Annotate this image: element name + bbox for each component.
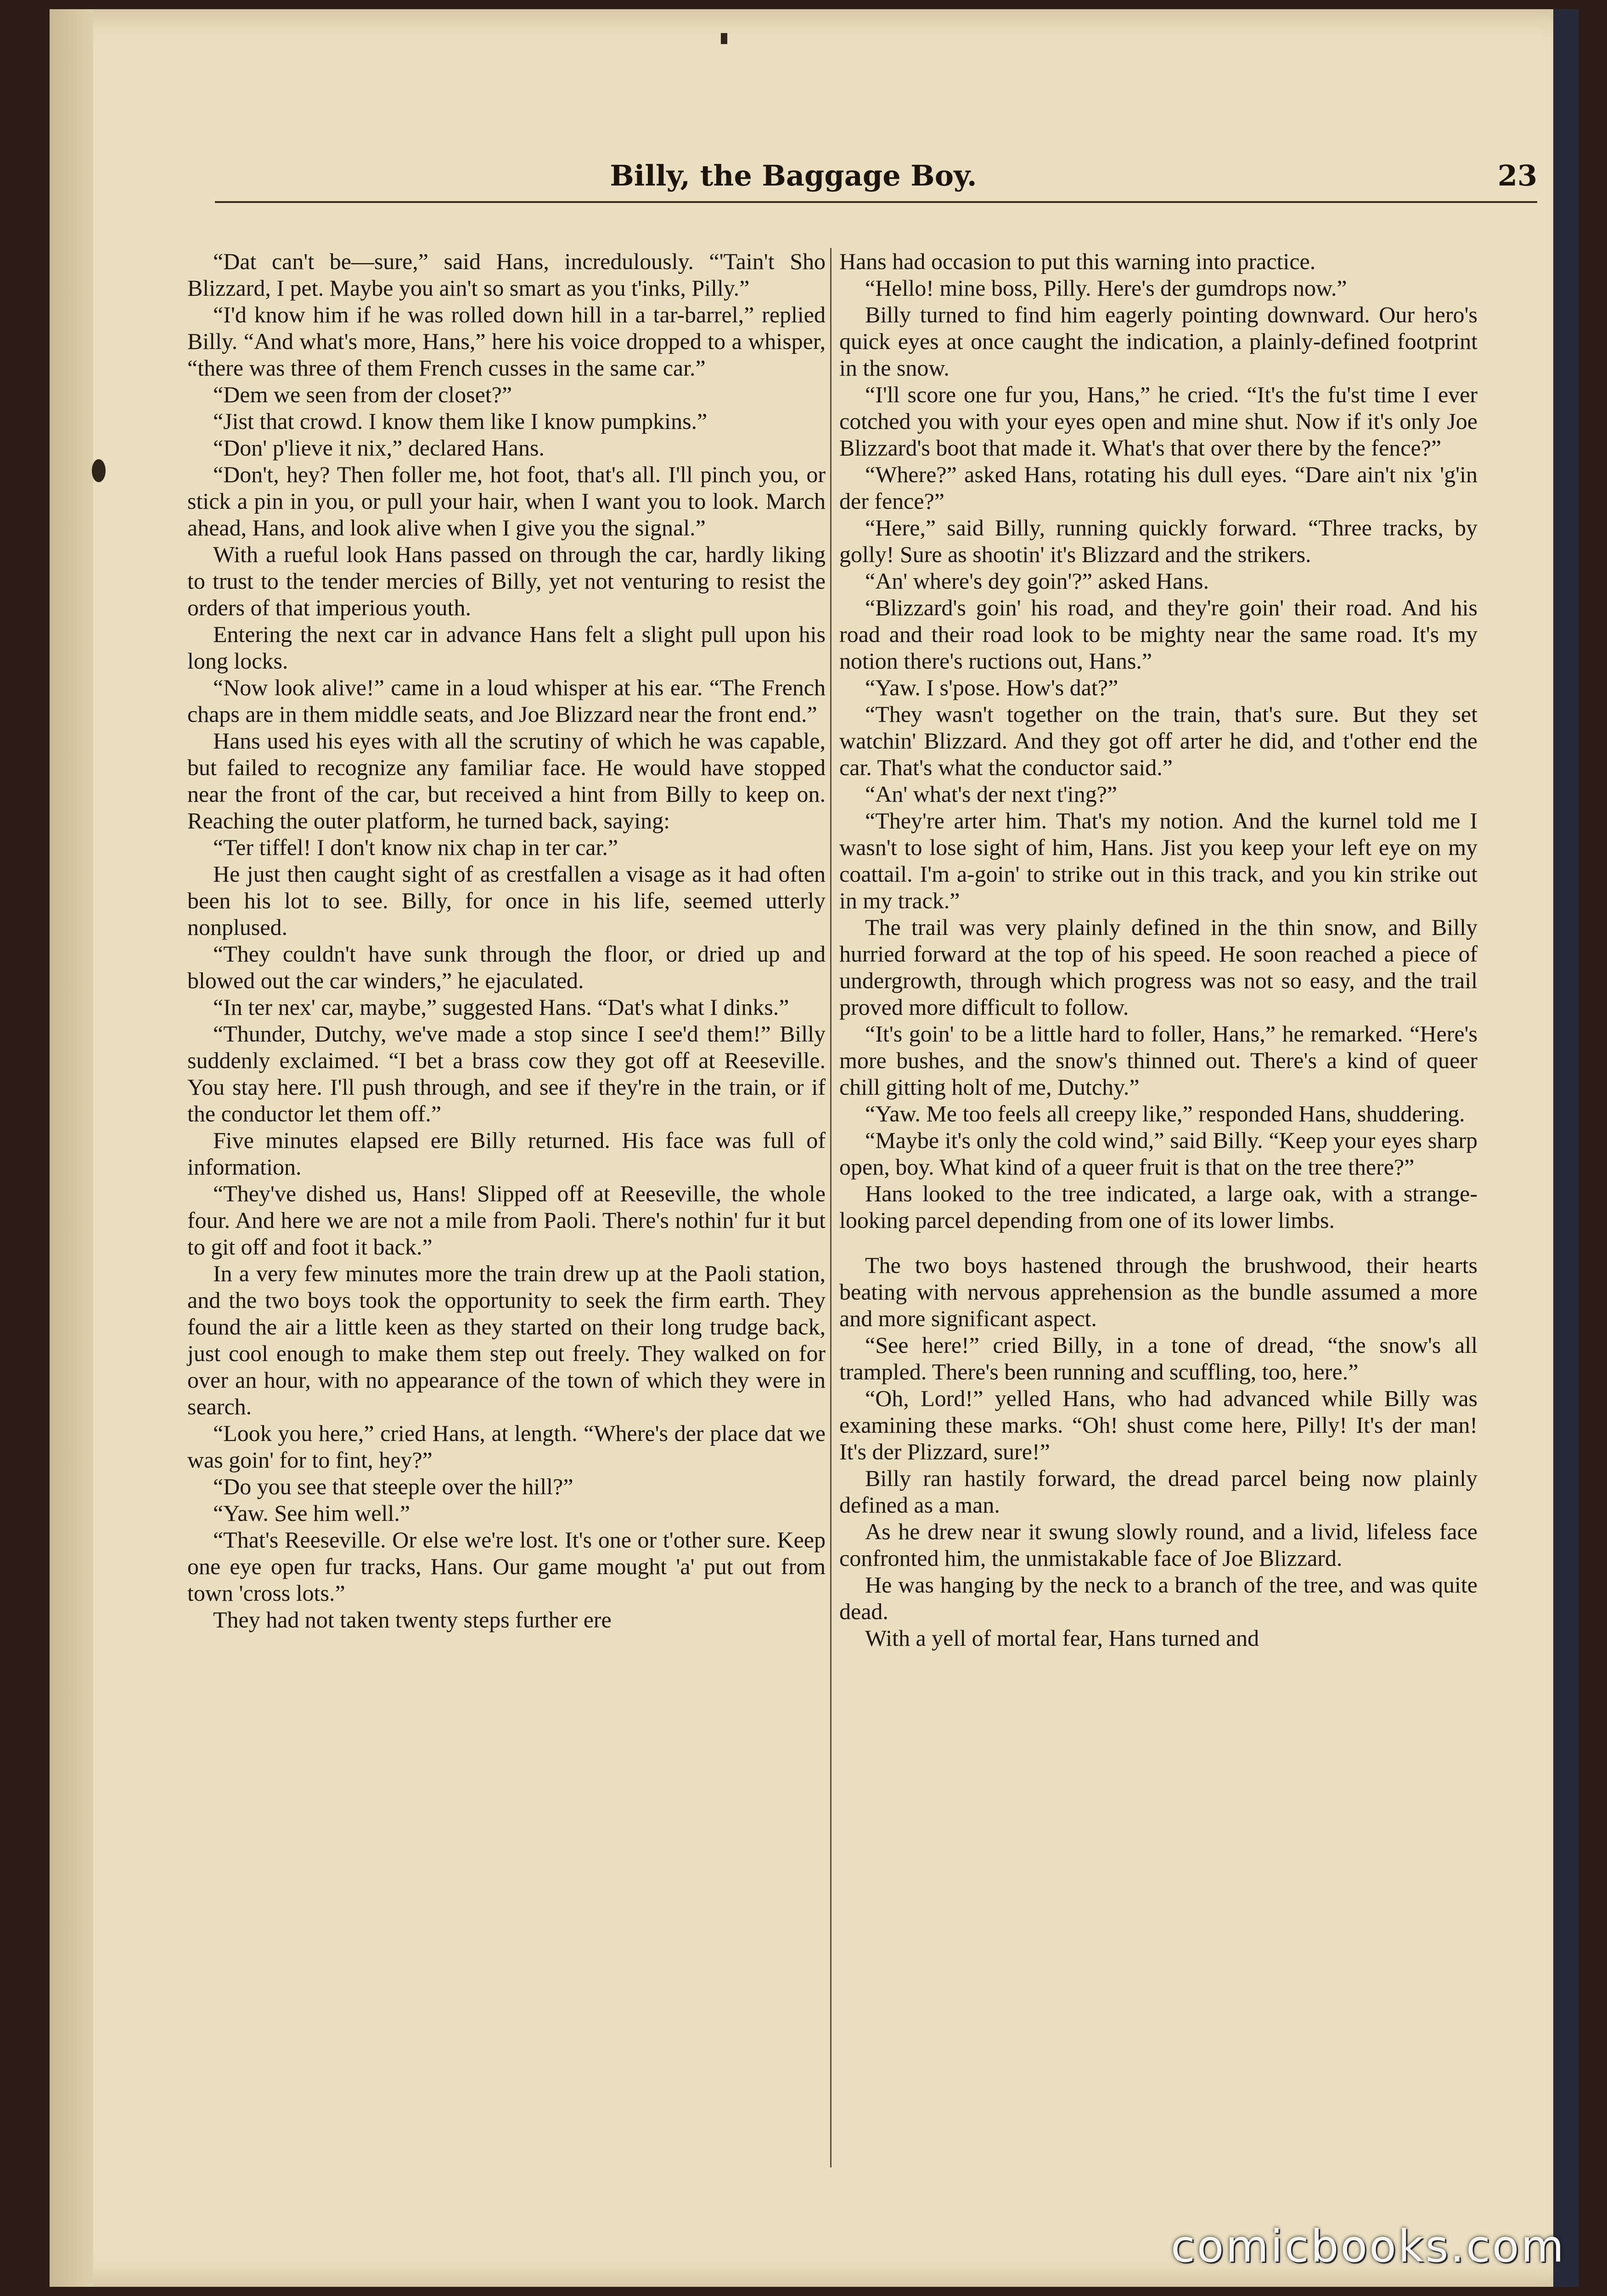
paragraph: “An' where's dey goin'?” asked Hans. [865, 568, 1209, 594]
paragraph: “They couldn't have sunk through the floor, or dried up and blowed out the car winders,” he ejaculated. [187, 941, 826, 993]
paragraph: “Jist that crowd. I know them like I know pumpkins.” [213, 408, 708, 434]
page-edge [1553, 9, 1579, 2287]
paragraph: “Ter tiffel! I don't know nix chap in ter car.” [213, 834, 618, 860]
paragraph: “Blizzard's goin' his road, and they're goin' their road. And his road and their road look to be mighty near the same road. It's my notion there's ructions out, Hans.” [839, 595, 1478, 674]
paragraph: “Here,” said Billy, running quickly forward. “Three tracks, by golly! Sure as shootin' it's Blizzard and the strikers. [839, 515, 1478, 567]
paragraph: “In ter nex' car, maybe,” suggested Hans. “Dat's what I dinks.” [213, 994, 789, 1020]
paragraph: “Yaw. See him well.” [213, 1500, 410, 1526]
paragraph: Five minutes elapsed ere Billy returned. His face was full of information. [187, 1127, 826, 1180]
paragraph: The trail was very plainly defined in the thin snow, and Billy hurried forward at the top of his speed. He soon reached a piece of undergrowth, through which progress was not so easy, and the trail proved more difficult to follow. [839, 914, 1478, 1020]
paragraph: “Do you see that steeple over the hill?” [213, 1474, 573, 1499]
right-column [839, 248, 1478, 2177]
running-title: Billy, the Baggage Boy. [610, 159, 977, 192]
paragraph: “Don' p'lieve it nix,” declared Hans. [213, 435, 545, 461]
print-mark [721, 33, 727, 44]
paragraph: With a rueful look Hans passed on through the car, hardly liking to trust to the tender mercies of Billy, yet not venturing to resist the orders of that imperious youth. [187, 541, 826, 620]
page-number: 23 [1497, 159, 1537, 192]
paragraph: “Oh, Lord!” yelled Hans, who had advanced while Billy was examining these marks. “Oh! shust come here, Pilly! It's der man! It's der Plizzard, sure!” [839, 1385, 1478, 1464]
binding-margin [50, 9, 93, 2287]
paragraph: “They've dished us, Hans! Slipped off at Reeseville, the whole four. And here we are not a mile from Paoli. There's nothin' fur it but to git off and foot it back.” [187, 1181, 826, 1260]
paragraph: “See here!” cried Billy, in a tone of dread, “the snow's all trampled. There's been running and scuffling, too, here.” [839, 1332, 1478, 1384]
paragraph: “Where?” asked Hans, rotating his dull eyes. “Dare ain't nix 'g'in der fence?” [839, 461, 1478, 514]
paragraph: They had not taken twenty steps further ere [213, 1607, 612, 1632]
watermark: comicbooks.com [1170, 2221, 1566, 2272]
paragraph: “They wasn't together on the train, that's sure. But they set watchin' Blizzard. And they got off arter he did, and t'other end the car. That's what the conductor said.” [839, 701, 1478, 780]
book-page [50, 9, 1579, 2287]
paragraph: Billy ran hastily forward, the dread parcel being now plainly defined as a man. [839, 1465, 1478, 1518]
paragraph: The two boys hastened through the brushwood, their hearts beating with nervous apprehension as the bundle assumed a more and more significant aspect. [839, 1252, 1478, 1331]
binding-rivet [92, 459, 106, 482]
paragraph: “That's Reeseville. Or else we're lost. It's one or t'other sure. Keep one eye open fur tracks, Hans. Our game mought 'a' put out from town 'cross lots.” [187, 1527, 826, 1606]
paragraph: “I'll score one fur you, Hans,” he cried. “It's the fu'st time I ever cotched you with your eyes open and mine shut. Now if it's only Joe Blizzard's boot that made it. What's that over there by the fence?” [839, 382, 1478, 461]
column-divider [830, 248, 832, 2167]
paragraph: “Don't, hey? Then foller me, hot foot, that's all. I'll pinch you, or stick a pin in you, or pull your hair, when I want you to look. March ahead, Hans, and look alive when I give you the signal.” [187, 461, 826, 540]
paragraph: As he drew near it swung slowly round, and a livid, lifeless face confronted him, the unmistakable face of Joe Blizzard. [839, 1519, 1478, 1571]
paragraph: Billy turned to find him eagerly pointing downward. Our hero's quick eyes at once caught the indication, a plainly-defined footprint in the snow. [839, 302, 1478, 381]
running-head [215, 155, 1537, 206]
paragraph: Entering the next car in advance Hans felt a slight pull upon his long locks. [187, 621, 826, 674]
header-rule [215, 201, 1537, 203]
paragraph: “It's goin' to be a little hard to foller, Hans,” he remarked. “Here's more bushes, and the snow's thinned out. There's a kind of queer chill gitting holt of me, Dutchy.” [839, 1021, 1478, 1100]
paragraph: He just then caught sight of as crestfallen a visage as it had often been his lot to see. Billy, for once in his life, seemed utterly nonplused. [187, 861, 826, 940]
paragraph: “An' what's der next t'ing?” [865, 781, 1118, 807]
paragraph: “Yaw. Me too feels all creepy like,” responded Hans, shuddering. [865, 1101, 1465, 1126]
paragraph: In a very few minutes more the train drew up at the Paoli station, and the two boys took the opportunity to seek the firm earth. They found the air a little keen as they started on their long trudge back, just cool enough to make them step out freely. They walked on for over an hour, with no appearance of the town of which they were in search. [187, 1261, 826, 1419]
paragraph: “Yaw. I s'pose. How's dat?” [865, 675, 1118, 700]
paragraph: He was hanging by the neck to a branch of the tree, and was quite dead. [839, 1572, 1478, 1624]
paragraph: “Thunder, Dutchy, we've made a stop since I see'd them!” Billy suddenly exclaimed. “I bet a brass cow they got off at Reeseville. You stay here. I'll push through, and see if they're in the train, or if the conductor let them off.” [187, 1021, 826, 1126]
paragraph: “Dem we seen from der closet?” [213, 382, 512, 407]
paragraph: Hans had occasion to put this warning into practice. [839, 248, 1316, 274]
paragraph: “Look you here,” cried Hans, at length. “Where's der place dat we was goin' for to fint, hey?” [187, 1420, 826, 1473]
paragraph: “Maybe it's only the cold wind,” said Billy. “Keep your eyes sharp open, boy. What kind of a queer fruit is that on the tree there?” [839, 1127, 1478, 1180]
left-column [187, 248, 826, 2177]
paragraph: “Dat can't be—sure,” said Hans, incredulously. “'Tain't Sho Blizzard, I pet. Maybe you ain't so smart as you t'inks, Pilly.” [187, 248, 826, 301]
paragraph: “They're arter him. That's my notion. And the kurnel told me I wasn't to lose sight of him, Hans. Jist you keep your left eye on my coattail. I'm a-goin' to strike out in this track, and you kin strike out in my track.” [839, 808, 1478, 913]
paragraph: “I'd know him if he was rolled down hill in a tar-barrel,” replied Billy. “And what's more, Hans,” here his voice dropped to a whisper, “there was three of them French cusses in the same car.” [187, 302, 826, 381]
paragraph: “Now look alive!” came in a loud whisper at his ear. “The French chaps are in them middle seats, and Joe Blizzard near the front end.” [187, 675, 826, 727]
paragraph: Hans looked to the tree indicated, a large oak, with a strange-looking parcel depending from one of its lower limbs. [839, 1181, 1478, 1233]
paragraph: “Hello! mine boss, Pilly. Here's der gumdrops now.” [865, 275, 1347, 301]
paragraph: Hans used his eyes with all the scrutiny of which he was capable, but failed to recognize any familiar face. He would have stopped near the front of the car, but received a hint from Billy to keep on. Reaching the outer platform, he turned back, saying: [187, 728, 826, 833]
paragraph: With a yell of mortal fear, Hans turned and [865, 1625, 1259, 1651]
